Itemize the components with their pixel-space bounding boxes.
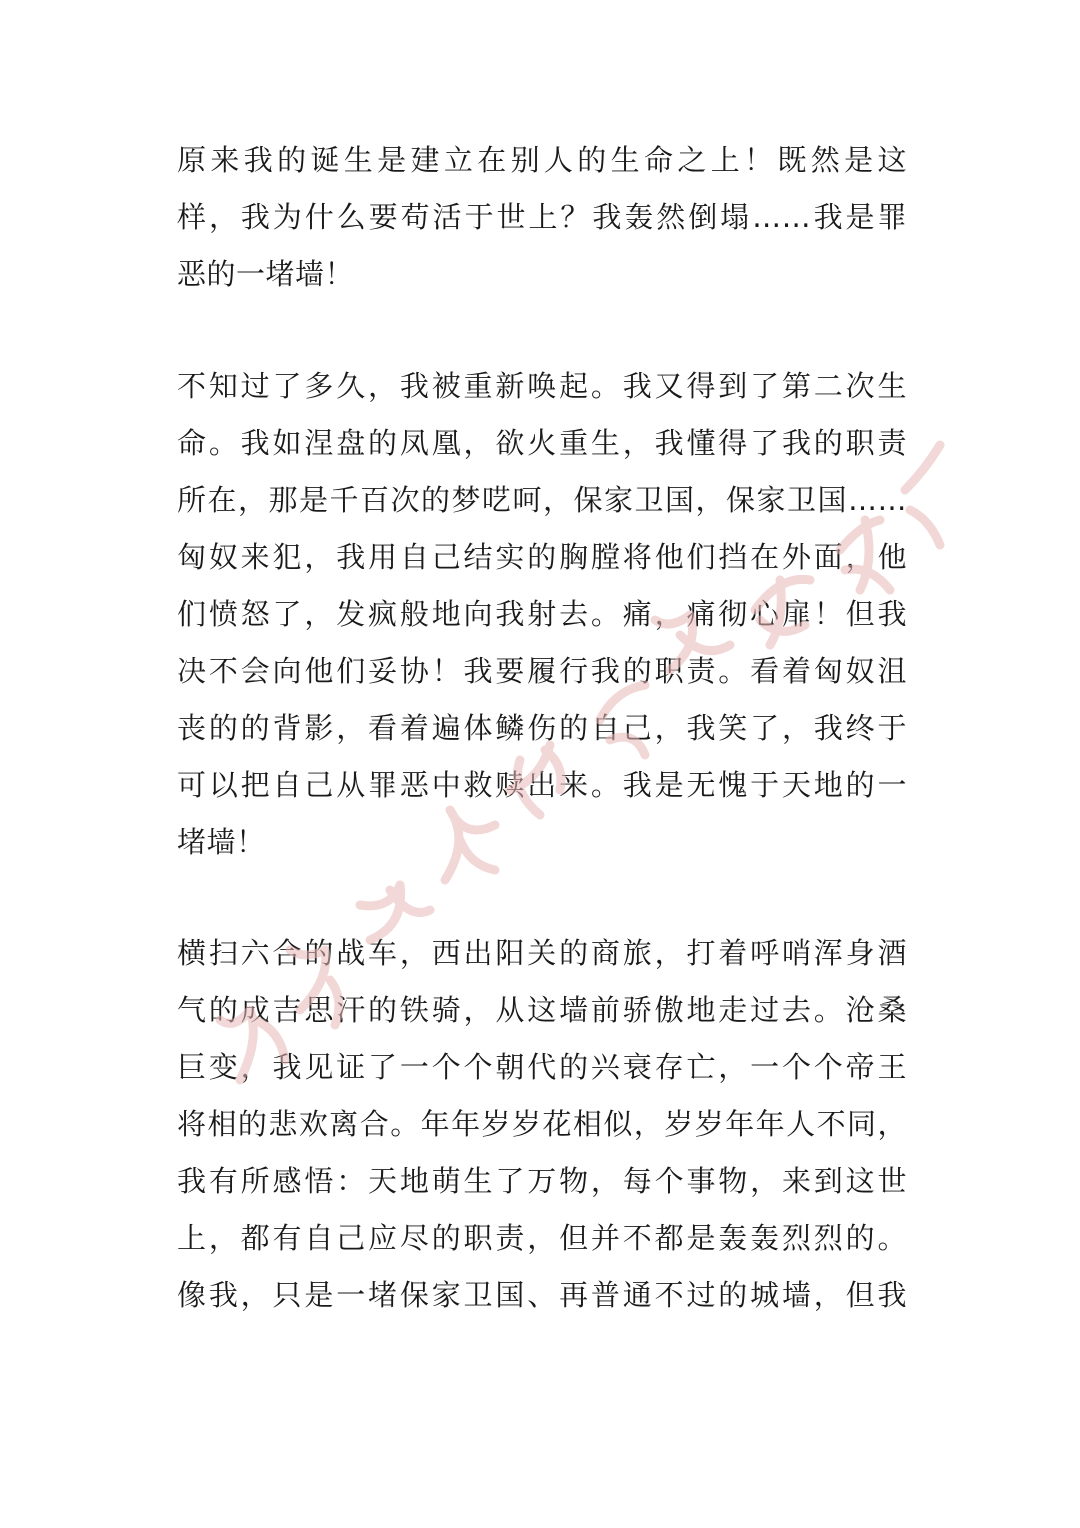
text-line: 我有所感悟：天地萌生了万物，每个事物，来到这世: [177, 1164, 907, 1198]
text-line: 巨变，我见证了一个个朝代的兴衰存亡，一个个帝王: [177, 1050, 907, 1084]
text-line: 横扫六合的战车，西出阳关的商旅，打着呼哨浑身酒: [177, 936, 907, 970]
text-line: 像我，只是一堵保家卫国、再普通不过的城墙，但我: [177, 1278, 907, 1312]
text-line: 样，我为什么要苟活于世上？我轰然倒塌……我是罪: [177, 200, 907, 234]
paragraph-2: [177, 358, 907, 871]
text-line: 丧的的背影，看着遍体鳞伤的自己，我笑了，我终于: [177, 711, 907, 745]
text-line: 可以把自己从罪恶中救赎出来。我是无愧于天地的一: [177, 768, 907, 802]
text-line: 将相的悲欢离合。年年岁岁花相似，岁岁年年人不同，: [177, 1107, 907, 1141]
text-line: 恶的一堵墙！: [177, 257, 355, 291]
paragraph-3: [177, 925, 907, 1324]
text-line: 不知过了多久，我被重新唤起。我又得到了第二次生: [177, 369, 907, 403]
text-line: 气的成吉思汗的铁骑，从这墙前骄傲地走过去。沧桑: [177, 993, 907, 1027]
text-line: 决不会向他们妥协！我要履行我的职责。看着匈奴沮: [177, 654, 907, 688]
text-line: 上，都有自己应尽的职责，但并不都是轰轰烈烈的。: [177, 1221, 907, 1255]
text-line: 们愤怒了，发疯般地向我射去。痛，痛彻心扉！但我: [177, 597, 907, 631]
text-line: 所在，那是千百次的梦呓呵，保家卫国，保家卫国……: [177, 483, 907, 517]
text-line: 原来我的诞生是建立在别人的生命之上！既然是这: [177, 143, 907, 177]
text-line: 匈奴来犯，我用自己结实的胸膛将他们挡在外面，他: [177, 540, 907, 574]
text-line: 命。我如涅盘的凤凰，欲火重生，我懂得了我的职责: [177, 426, 907, 460]
text-line: 堵墙！: [177, 825, 266, 859]
paragraph-1: [177, 132, 907, 303]
